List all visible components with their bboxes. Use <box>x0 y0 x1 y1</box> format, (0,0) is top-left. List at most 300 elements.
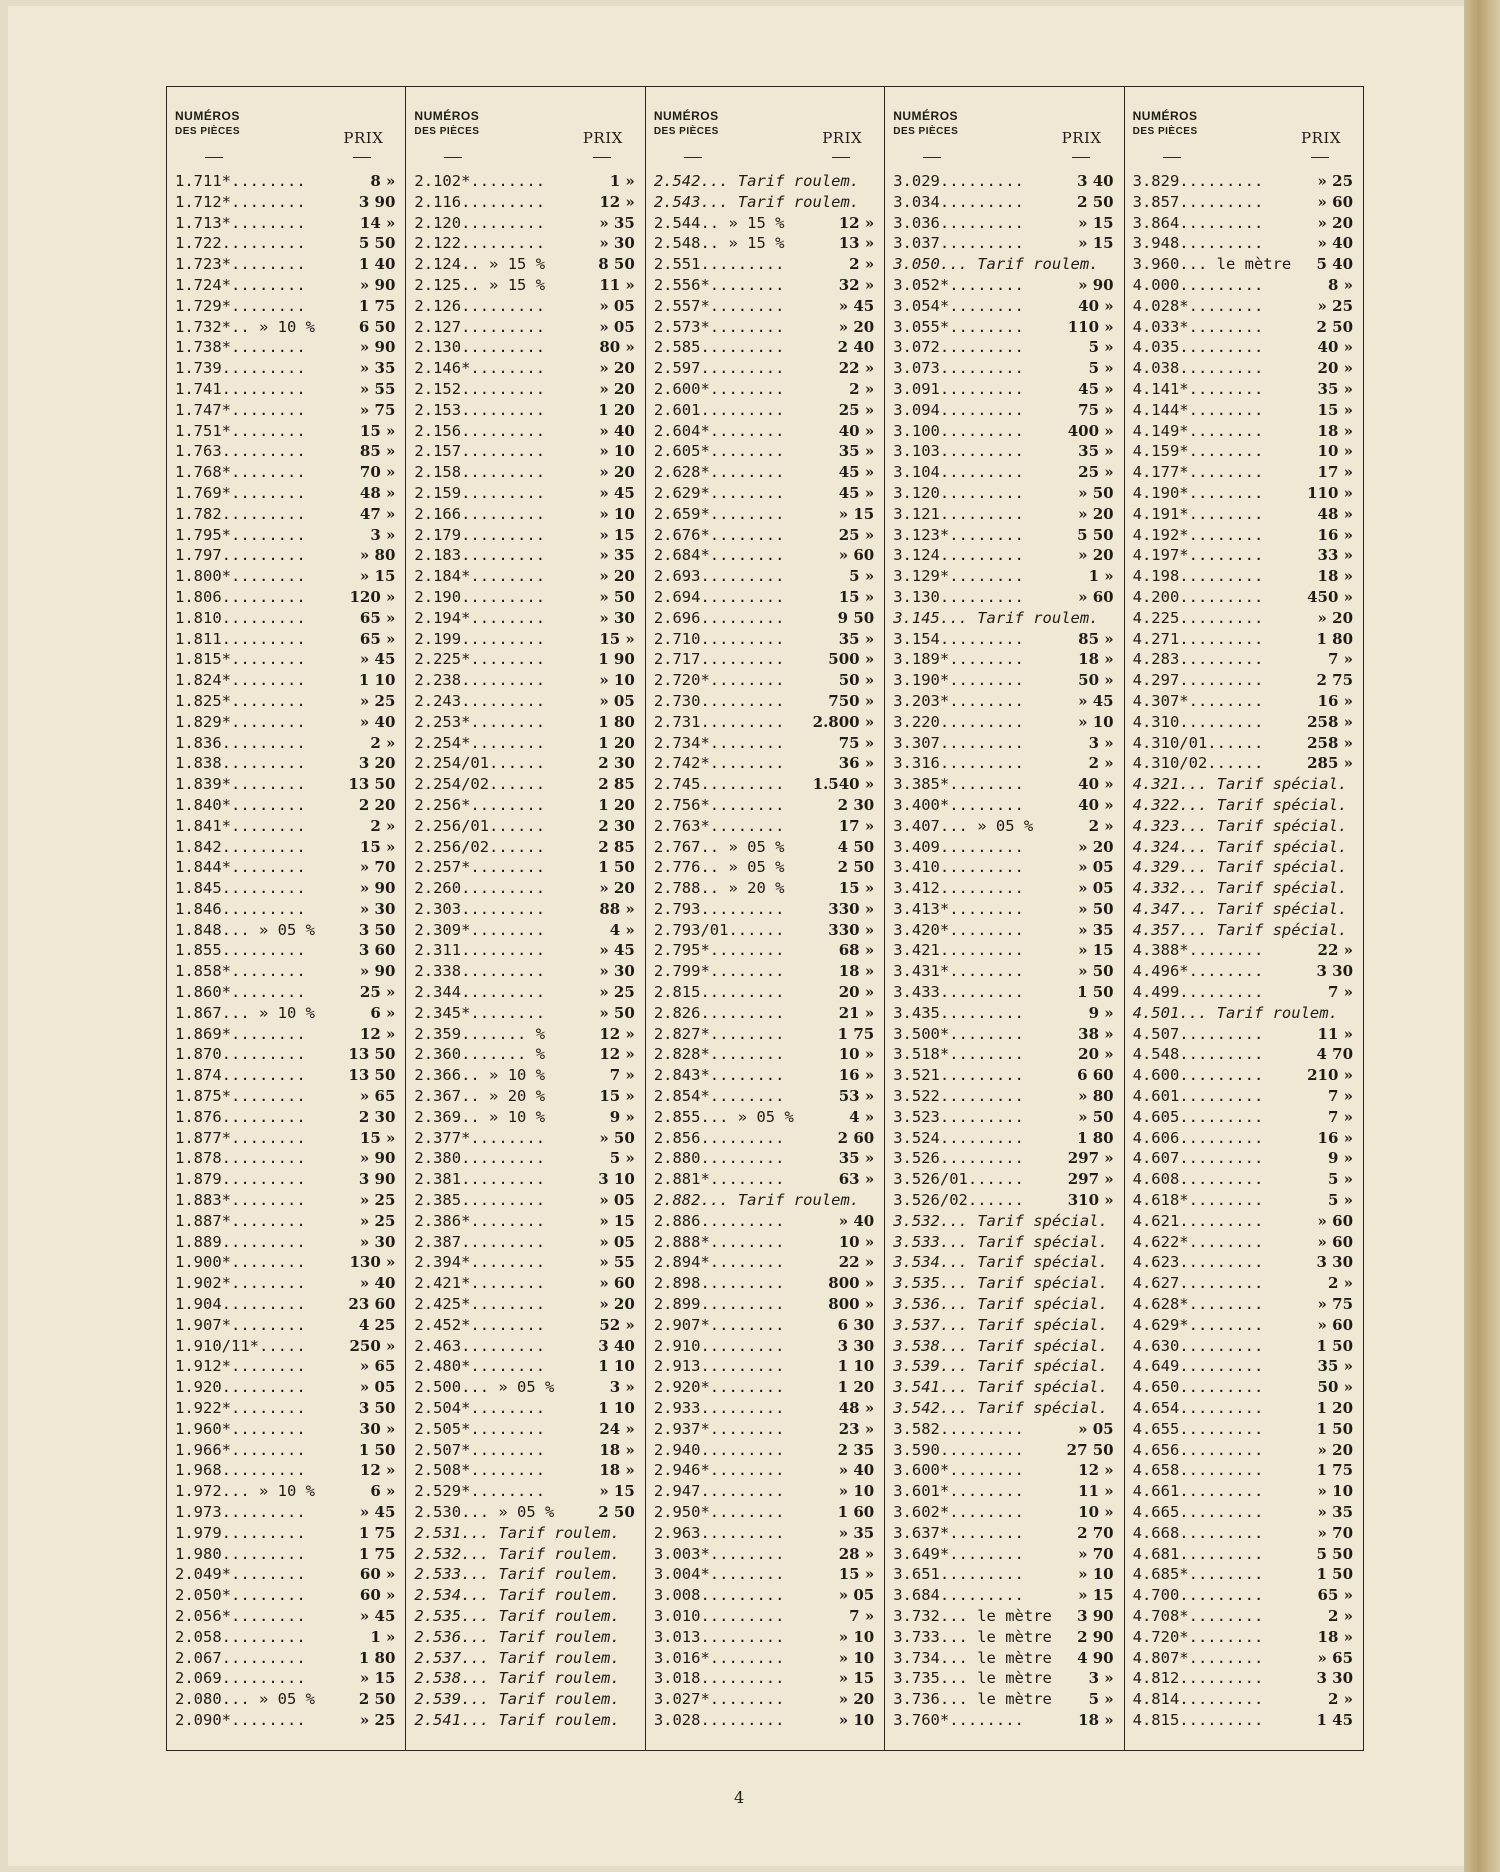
part-price: 2 85 <box>598 837 635 856</box>
part-price: » 20 <box>838 1690 875 1709</box>
table-row <box>175 337 399 358</box>
part-number: 1.874......... <box>175 1066 306 1085</box>
part-price: 23 60 <box>348 1295 396 1314</box>
table-row <box>175 358 399 379</box>
part-price: » 60 <box>1078 587 1114 606</box>
part-price: 2 50 <box>837 858 875 877</box>
part-price: 50 » <box>1317 1378 1354 1397</box>
part-number: 4.033*........ <box>1132 317 1264 336</box>
part-price: 450 » <box>1307 587 1354 606</box>
part-number: 1.747*........ <box>175 400 306 419</box>
part-price: 2 » <box>1327 1274 1354 1293</box>
table-row <box>414 1315 638 1336</box>
part-number: 3.518*........ <box>893 1045 1024 1064</box>
part-number: 4.685*........ <box>1132 1565 1264 1584</box>
part-number: 4.000......... <box>1132 275 1264 294</box>
part-number: 3.037......... <box>893 234 1024 253</box>
part-number: 4.668......... <box>1132 1523 1264 1542</box>
table-row <box>654 1273 878 1294</box>
table-row <box>175 504 399 525</box>
prix-label: PRIX <box>822 129 863 147</box>
table-row <box>1133 649 1357 670</box>
part-price: » 10 <box>838 1648 875 1667</box>
part-number: 2.693......... <box>653 567 785 586</box>
prix-label: PRIX <box>343 129 384 147</box>
part-number: 3.104......... <box>893 463 1024 482</box>
table-row <box>1133 691 1357 712</box>
part-price: 15 » <box>359 1128 396 1147</box>
part-number: 3.124......... <box>893 546 1024 565</box>
part-number: 4.720*........ <box>1132 1627 1264 1646</box>
part-price: 9 » <box>1088 1003 1114 1022</box>
part-number: 1.972... » 10 % <box>175 1482 315 1501</box>
part-number: 1.782......... <box>175 504 306 523</box>
part-price: 32 » <box>838 275 875 294</box>
table-row <box>414 670 638 691</box>
table-row <box>893 1065 1117 1086</box>
part-price: 22 » <box>1317 941 1354 960</box>
table-row <box>893 608 1117 629</box>
table-row <box>175 878 399 899</box>
part-number: 2.385......... <box>414 1191 546 1210</box>
part-number: 3.582......... <box>893 1419 1024 1438</box>
table-row <box>893 379 1117 400</box>
table-row <box>654 1440 878 1461</box>
table-row <box>414 1252 638 1273</box>
table-row <box>1133 1648 1357 1669</box>
part-number: 1.912*........ <box>175 1357 306 1376</box>
part-number: 3.036......... <box>893 213 1024 232</box>
part-price: » 65 <box>359 1087 396 1106</box>
table-row <box>175 1232 399 1253</box>
table-row <box>654 1086 878 1107</box>
table-row <box>893 1564 1117 1585</box>
part-price: 3 60 <box>358 941 396 960</box>
part-number: 1.973......... <box>175 1503 306 1521</box>
table-row <box>1133 337 1357 358</box>
part-number: 4.622*........ <box>1132 1232 1264 1251</box>
table-row <box>1133 358 1357 379</box>
part-price: 25 » <box>838 400 875 419</box>
part-number: 4.197*........ <box>1132 546 1264 565</box>
header-rule <box>593 157 611 158</box>
part-number: 4.627......... <box>1132 1274 1264 1293</box>
table-row <box>1133 670 1357 691</box>
part-number: 3.130......... <box>893 587 1024 606</box>
table-row <box>414 1668 638 1689</box>
part-number: 3.539... Tarif spécial. <box>893 1357 1108 1376</box>
part-price: 18 » <box>838 962 875 981</box>
table-row <box>893 940 1117 961</box>
table-row <box>414 1294 638 1315</box>
part-number: 4.283......... <box>1132 650 1264 669</box>
part-price: 3 90 <box>1077 1606 1114 1625</box>
part-price: » 20 <box>599 359 635 378</box>
table-row <box>414 358 638 379</box>
table-row <box>893 1190 1117 1211</box>
part-number: 3.433......... <box>893 983 1024 1002</box>
part-price: » 20 <box>1078 546 1114 565</box>
part-number: 2.124.. » 15 % <box>414 255 546 274</box>
part-number: 2.505*........ <box>414 1419 546 1438</box>
part-number: 4.329... Tarif spécial. <box>1132 858 1348 877</box>
part-number: 4.323... Tarif spécial. <box>1132 816 1348 835</box>
table-row <box>654 1481 878 1502</box>
table-row <box>1133 774 1357 795</box>
table-row <box>654 587 878 608</box>
table-row <box>414 1086 638 1107</box>
table-row <box>175 483 399 504</box>
table-row <box>654 1024 878 1045</box>
part-number: 1.741......... <box>175 379 306 398</box>
part-number: 2.950*........ <box>653 1503 785 1521</box>
part-number: 1.797......... <box>175 546 306 565</box>
part-number: 2.344......... <box>414 983 546 1002</box>
part-price: 16 » <box>838 1066 875 1085</box>
part-number: 3.055*........ <box>893 317 1024 336</box>
part-price: » 25 <box>359 1211 396 1230</box>
part-price: » 40 <box>359 712 396 731</box>
part-price: 3 » <box>370 525 396 544</box>
table-row <box>175 629 399 650</box>
part-price: » 20 <box>599 379 635 398</box>
table-row <box>654 712 878 733</box>
part-price: » 70 <box>1078 1544 1114 1563</box>
part-number: 4.271......... <box>1132 629 1264 648</box>
part-price: 85 » <box>1078 629 1114 648</box>
part-price: 38 » <box>1078 1024 1114 1043</box>
part-price: 258 » <box>1307 733 1354 752</box>
part-number: 2.629*........ <box>653 483 785 502</box>
table-row <box>893 1460 1117 1481</box>
part-number: 3.028......... <box>653 1710 785 1729</box>
table-row <box>893 296 1117 317</box>
part-price: 2 30 <box>598 816 635 835</box>
part-price: » 25 <box>599 983 635 1002</box>
part-number: 2.793/01...... <box>653 920 785 939</box>
part-number: 4.628*........ <box>1132 1295 1264 1314</box>
table-row <box>175 317 399 338</box>
part-number: 4.038......... <box>1132 359 1264 378</box>
table-row <box>893 254 1117 275</box>
part-number: 3.407... » 05 % <box>893 816 1034 835</box>
part-price: 75 » <box>1078 400 1114 419</box>
part-number: 2.421*........ <box>414 1274 546 1293</box>
part-number: 2.183......... <box>414 546 546 565</box>
part-price: 25 » <box>359 983 396 1002</box>
table-row <box>175 192 399 213</box>
part-number: 1.889......... <box>175 1232 306 1251</box>
part-number: 4.177*........ <box>1132 463 1264 482</box>
part-price: 40 » <box>838 421 875 440</box>
table-row <box>1133 878 1357 899</box>
price-column <box>885 87 1124 1750</box>
table-row <box>893 1294 1117 1315</box>
part-number: 1.824*........ <box>175 671 306 690</box>
part-number: 2.120......... <box>414 213 546 232</box>
part-price: 2 » <box>1088 816 1114 835</box>
part-number: 1.879......... <box>175 1170 306 1189</box>
part-number: 1.811......... <box>175 629 306 648</box>
part-number: 3.732... le mètre <box>893 1606 1052 1625</box>
part-price: 400 » <box>1067 421 1114 440</box>
table-row <box>414 1460 638 1481</box>
table-row <box>1133 1564 1357 1585</box>
part-price: 2 20 <box>358 795 396 814</box>
table-row <box>1133 1377 1357 1398</box>
table-row <box>654 1668 878 1689</box>
part-price: 2 » <box>1327 1606 1354 1625</box>
part-price: » 05 <box>1078 858 1114 877</box>
table-row <box>654 1336 878 1357</box>
table-row <box>893 816 1117 837</box>
part-price: 1 50 <box>1316 1336 1354 1355</box>
part-number: 2.166......... <box>414 504 546 523</box>
table-row <box>414 1377 638 1398</box>
table-row <box>175 1710 399 1731</box>
part-price: 18 » <box>1317 1627 1354 1646</box>
part-number: 3.523......... <box>893 1107 1024 1126</box>
part-price: » 45 <box>838 296 875 315</box>
table-row <box>414 525 638 546</box>
part-number: 3.651......... <box>893 1565 1024 1584</box>
part-number: 4.035......... <box>1132 338 1264 357</box>
table-row <box>175 1065 399 1086</box>
table-row <box>1133 982 1357 1003</box>
part-number: 3.220......... <box>893 712 1024 731</box>
part-price: 1 50 <box>598 858 635 877</box>
part-number: 1.920......... <box>175 1378 306 1397</box>
table-row <box>1133 1606 1357 1627</box>
part-number: 3.538... Tarif spécial. <box>893 1336 1108 1355</box>
part-price: 70 » <box>359 463 396 482</box>
table-row <box>893 1273 1117 1294</box>
part-number: 3.410......... <box>893 858 1024 877</box>
part-number: 2.238......... <box>414 671 546 690</box>
header-rule <box>444 157 462 158</box>
table-row <box>1133 1273 1357 1294</box>
part-price: » 20 <box>838 317 875 336</box>
part-price: 2 60 <box>837 1128 875 1147</box>
part-price: » 50 <box>1078 962 1114 981</box>
part-price: » 15 <box>359 1669 396 1688</box>
part-number: 2.788.. » 20 % <box>653 879 785 898</box>
part-price: 4 » <box>849 1107 875 1126</box>
table-row <box>893 1107 1117 1128</box>
table-row <box>414 421 638 442</box>
part-number: 2.886......... <box>653 1211 785 1230</box>
part-number: 2.947......... <box>653 1482 785 1501</box>
part-number: 1.841*........ <box>175 816 306 835</box>
part-price: 1 20 <box>598 795 635 814</box>
part-price: » 20 <box>599 1295 635 1314</box>
part-price: 35 » <box>1317 1357 1354 1376</box>
part-price: 35 » <box>1078 442 1114 461</box>
part-price: 35 » <box>838 442 875 461</box>
part-price: 3 30 <box>1316 962 1354 981</box>
part-number: 1.829*........ <box>175 712 306 731</box>
table-row <box>414 1585 638 1606</box>
part-number: 4.807*........ <box>1132 1648 1264 1667</box>
table-row <box>175 1315 399 1336</box>
part-price: 1 » <box>370 1627 396 1646</box>
prix-label: PRIX <box>1061 129 1102 147</box>
table-row <box>893 733 1117 754</box>
part-price: 3 30 <box>1316 1253 1354 1272</box>
column-header <box>175 87 399 167</box>
table-row <box>1133 1460 1357 1481</box>
part-price: 5 50 <box>1077 525 1114 544</box>
part-number: 3.431*........ <box>893 962 1024 981</box>
part-price: » 60 <box>599 1274 635 1293</box>
part-price: » 45 <box>1078 691 1114 710</box>
column-header <box>1133 87 1357 167</box>
part-price: 18 » <box>1317 567 1354 586</box>
part-number: 3.736... le mètre <box>893 1690 1052 1709</box>
table-row <box>1133 899 1357 920</box>
part-price: » 10 <box>838 1627 875 1646</box>
table-row <box>1133 1169 1357 1190</box>
table-row <box>893 920 1117 941</box>
table-row <box>175 379 399 400</box>
part-number: 3.637*........ <box>893 1523 1024 1542</box>
numeros-label: NUMÉROS DES PIÈCES <box>893 109 959 137</box>
part-number: 3.857......... <box>1132 192 1264 211</box>
part-number: 4.548......... <box>1132 1045 1264 1064</box>
table-row <box>1133 1086 1357 1107</box>
table-row <box>654 857 878 878</box>
part-number: 2.256/01...... <box>414 816 546 835</box>
part-price: » 50 <box>599 1128 635 1147</box>
part-price: 1 50 <box>1316 1565 1354 1584</box>
part-number: 2.425*........ <box>414 1295 546 1314</box>
part-price: 50 » <box>1078 671 1114 690</box>
part-number: 3.536... Tarif spécial. <box>893 1295 1108 1314</box>
part-price: 10 » <box>838 1045 875 1064</box>
part-number: 3.600*........ <box>893 1461 1024 1480</box>
price-column <box>167 87 406 1750</box>
part-number: 3.050... Tarif roulem. <box>893 255 1099 274</box>
table-row <box>414 1065 638 1086</box>
part-price: 24 » <box>599 1419 635 1438</box>
part-number: 3.522......... <box>893 1087 1024 1106</box>
table-row <box>175 1460 399 1481</box>
table-row <box>893 629 1117 650</box>
part-number: 3.054*........ <box>893 296 1024 315</box>
part-number: 2.369.. » 10 % <box>414 1107 546 1126</box>
part-price: 33 » <box>1317 546 1354 565</box>
table-row <box>654 691 878 712</box>
table-row <box>175 1273 399 1294</box>
part-price: 4 70 <box>1316 1045 1354 1064</box>
table-row <box>414 587 638 608</box>
part-price: 1 75 <box>837 1024 875 1043</box>
part-number: 4.190*........ <box>1132 483 1264 502</box>
part-number: 1.738*........ <box>175 338 306 357</box>
header-rule <box>205 157 223 158</box>
table-row <box>414 1502 638 1523</box>
part-number: 3.420*........ <box>893 920 1024 939</box>
table-row <box>175 1148 399 1169</box>
table-row <box>175 1003 399 1024</box>
part-number: 3.684......... <box>893 1586 1024 1605</box>
part-number: 2.793......... <box>653 899 785 918</box>
part-number: 2.899......... <box>653 1295 785 1314</box>
table-row <box>1133 1003 1357 1024</box>
part-number: 2.381......... <box>414 1170 546 1189</box>
part-number: 3.533... Tarif spécial. <box>893 1232 1108 1251</box>
part-number: 2.157......... <box>414 442 546 461</box>
part-number: 1.846......... <box>175 899 306 918</box>
part-number: 2.854*........ <box>653 1087 785 1106</box>
part-price: » 25 <box>359 691 396 710</box>
table-row <box>175 1356 399 1377</box>
part-number: 4.321... Tarif spécial. <box>1132 775 1348 794</box>
part-price: » 10 <box>599 671 635 690</box>
part-price: 8 50 <box>598 255 635 274</box>
part-price: 2 75 <box>1316 671 1354 690</box>
table-row <box>893 337 1117 358</box>
table-row <box>893 1440 1117 1461</box>
header-rule <box>684 157 702 158</box>
part-price: 1 80 <box>1316 629 1354 648</box>
table-row <box>175 837 399 858</box>
part-price: 2 50 <box>598 1503 635 1521</box>
part-number: 4.144*........ <box>1132 400 1264 419</box>
price-table <box>166 86 1364 1751</box>
part-number: 2.542... Tarif roulem. <box>653 172 860 190</box>
part-price: » 20 <box>599 879 635 898</box>
table-row <box>414 379 638 400</box>
table-row <box>414 961 638 982</box>
part-price: 210 » <box>1307 1066 1354 1085</box>
table-row <box>414 1044 638 1065</box>
part-number: 1.867... » 10 % <box>175 1003 315 1022</box>
part-number: 1.729*........ <box>175 296 306 315</box>
table-row <box>654 483 878 504</box>
table-row <box>414 275 638 296</box>
part-price: » 60 <box>1317 1211 1354 1230</box>
part-price: » 35 <box>1078 920 1114 939</box>
part-number: 4.499......... <box>1132 983 1264 1002</box>
table-row <box>893 525 1117 546</box>
part-number: 3.003*........ <box>653 1544 785 1563</box>
part-price: 35 » <box>838 629 875 648</box>
part-number: 1.968......... <box>175 1461 306 1480</box>
part-number: 2.882... Tarif roulem. <box>653 1191 860 1210</box>
part-number: 2.601......... <box>653 400 785 419</box>
table-row <box>414 1523 638 1544</box>
part-number: 2.898......... <box>653 1274 785 1293</box>
table-row <box>654 1148 878 1169</box>
table-row <box>654 1544 878 1565</box>
part-price: 2.800 » <box>812 712 875 731</box>
part-number: 1.979......... <box>175 1523 306 1542</box>
table-row <box>175 1169 399 1190</box>
part-price: 2 30 <box>358 1107 396 1126</box>
part-number: 1.842......... <box>175 837 306 856</box>
part-price: » 10 <box>1317 1482 1354 1501</box>
part-number: 2.345*........ <box>414 1003 546 1022</box>
part-price: » 15 <box>599 1211 635 1230</box>
part-number: 3.100......... <box>893 421 1024 440</box>
part-price: 330 » <box>828 899 875 918</box>
price-column <box>646 87 885 1750</box>
part-price: » 60 <box>1317 1232 1354 1251</box>
part-price: 800 » <box>828 1295 875 1314</box>
table-row <box>175 462 399 483</box>
part-number: 2.933......... <box>653 1399 785 1418</box>
